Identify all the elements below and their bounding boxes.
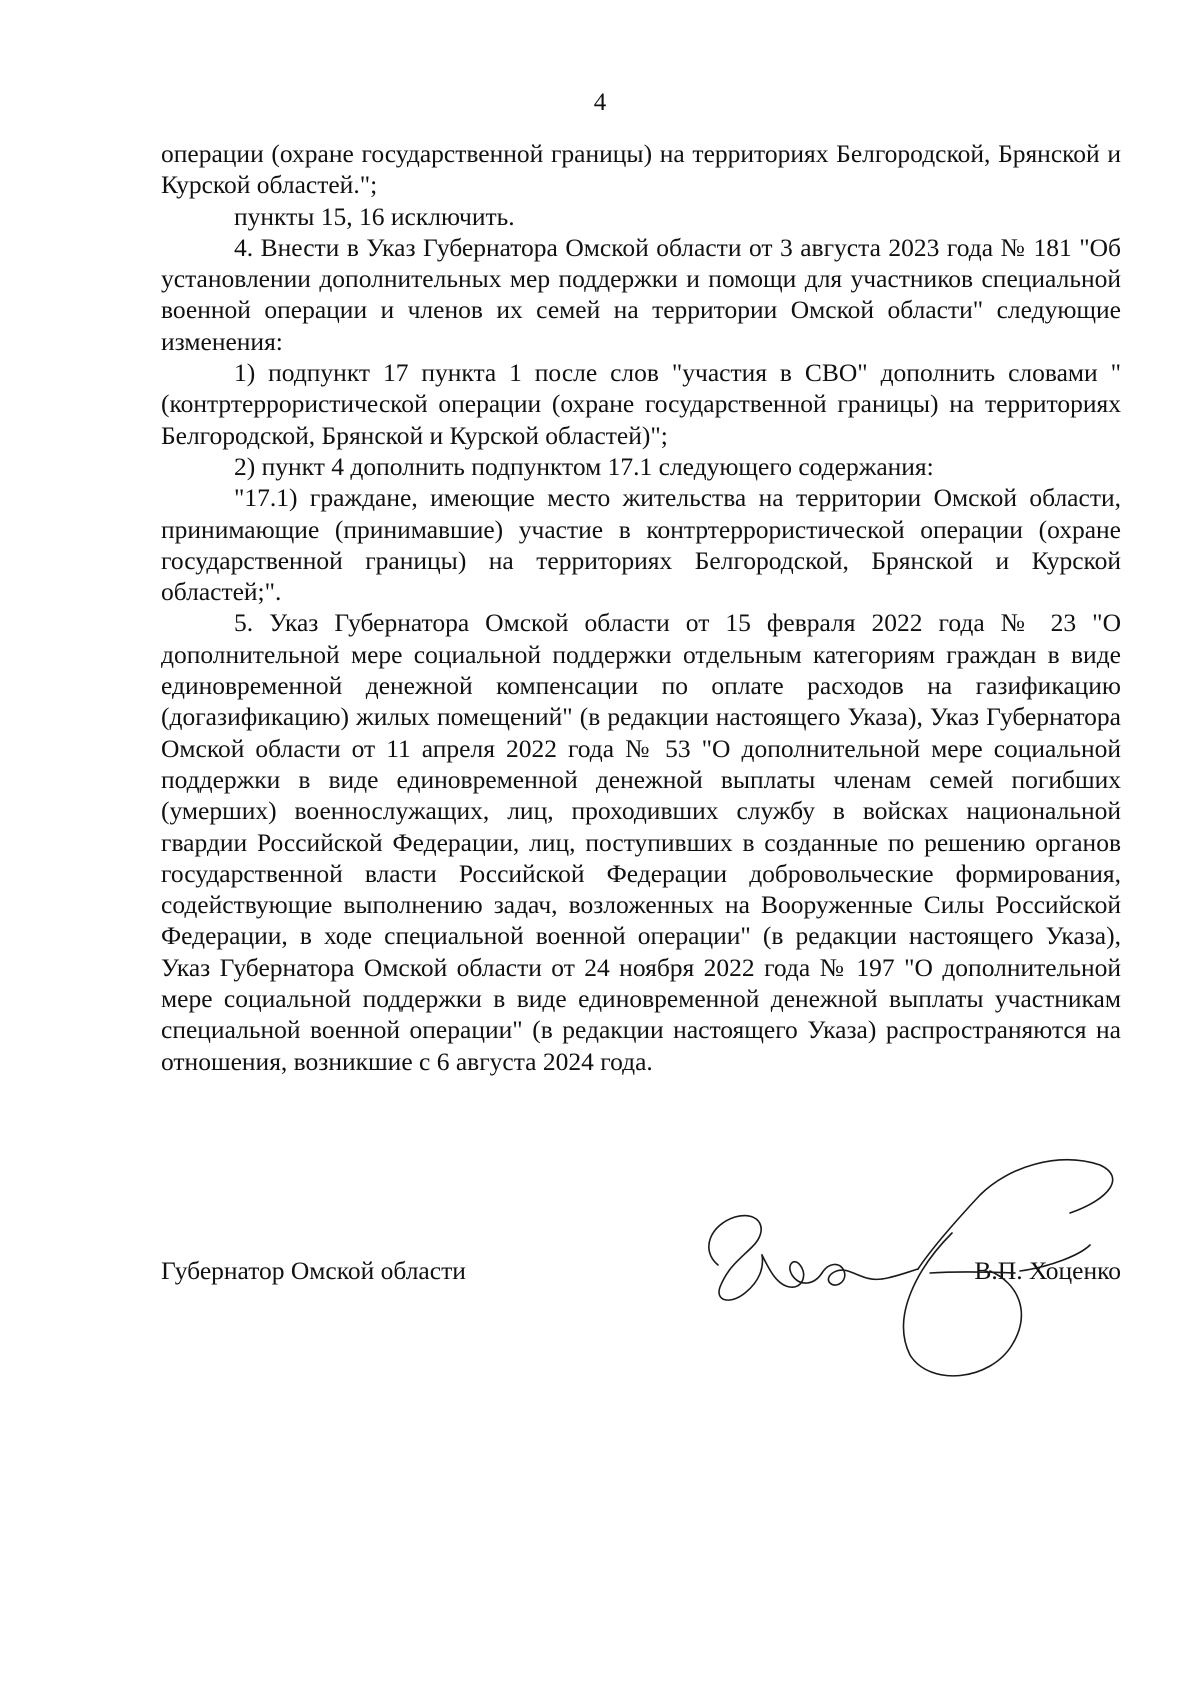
paragraph-subitem-17-1: "17.1) граждане, имеющие место жительства на территории Омской области, принимающие (принимавшие) участие в контртеррористической операции (охране государственной границы) на территориях Белгородской, Брянской и Курской областей;". [161, 483, 1121, 607]
document-body [161, 138, 1121, 1077]
signature-block [161, 1255, 1121, 1295]
signatory-name: В.П. Хоценко [974, 1256, 1121, 1285]
paragraph-item-5: 5. Указ Губернатора Омской области от 15 февраля 2022 года № 23 "О дополнительной мере социальной поддержки отдельным категориям граждан в виде единовременной денежной компенсации по оплате расходов на газификацию (догазификацию) жилых помещений" (в редакции настоящего Указа), Указ Губернатора Омской области от 11 апреля 2022 года № 53 "О дополнительной мере социальной поддержки в виде единовременной денежной выплаты членам семей погибших (умерших) военнослужащих, лиц, проходивших службу в войсках национальной гвардии Российской Федерации, лиц, поступивших в созданные по решению органов государственной власти Российской Федерации добровольческие формирования, содействующие выполнению задач, возложенных на Вооруженные Силы Российской Федерации, в ходе специальной военной операции" (в редакции настоящего Указа), Указ Губернатора Омской области от 24 ноября 2022 года № 197 "О дополнительной мере социальной поддержки в виде единовременной денежной выплаты участникам специальной военной операции" (в редакции настоящего Указа) распространяются на отношения, возникшие с 6 августа 2024 года. [161, 608, 1121, 1076]
paragraph-points-excluded: пункты 15, 16 исключить. [234, 201, 515, 231]
paragraph-subitem-1: 1) подпункт 17 пункта 1 после слов "участия в СВО" дополнить словами "(контртеррористической операции (охране государственной границы) на территориях Белгородской, Брянской и Курской областей)"; [161, 358, 1121, 450]
signatory-title: Губернатор Омской области [161, 1256, 466, 1285]
paragraph-subitem-2: 2) пункт 4 дополнить подпунктом 17.1 следующего содержания: [234, 451, 934, 481]
paragraph-continuation: операции (охране государственной границы) на территориях Белгородской, Брянской и Курской областей."; [161, 139, 1121, 200]
page-number: 4 [593, 89, 607, 116]
paragraph-item-4: 4. Внести в Указ Губернатора Омской области от 3 августа 2023 года № 181 "Об установлении дополнительных мер поддержки и помощи для участников специальной военной операции и членов их семей на территории Омской области" следующие изменения: [161, 232, 1121, 356]
